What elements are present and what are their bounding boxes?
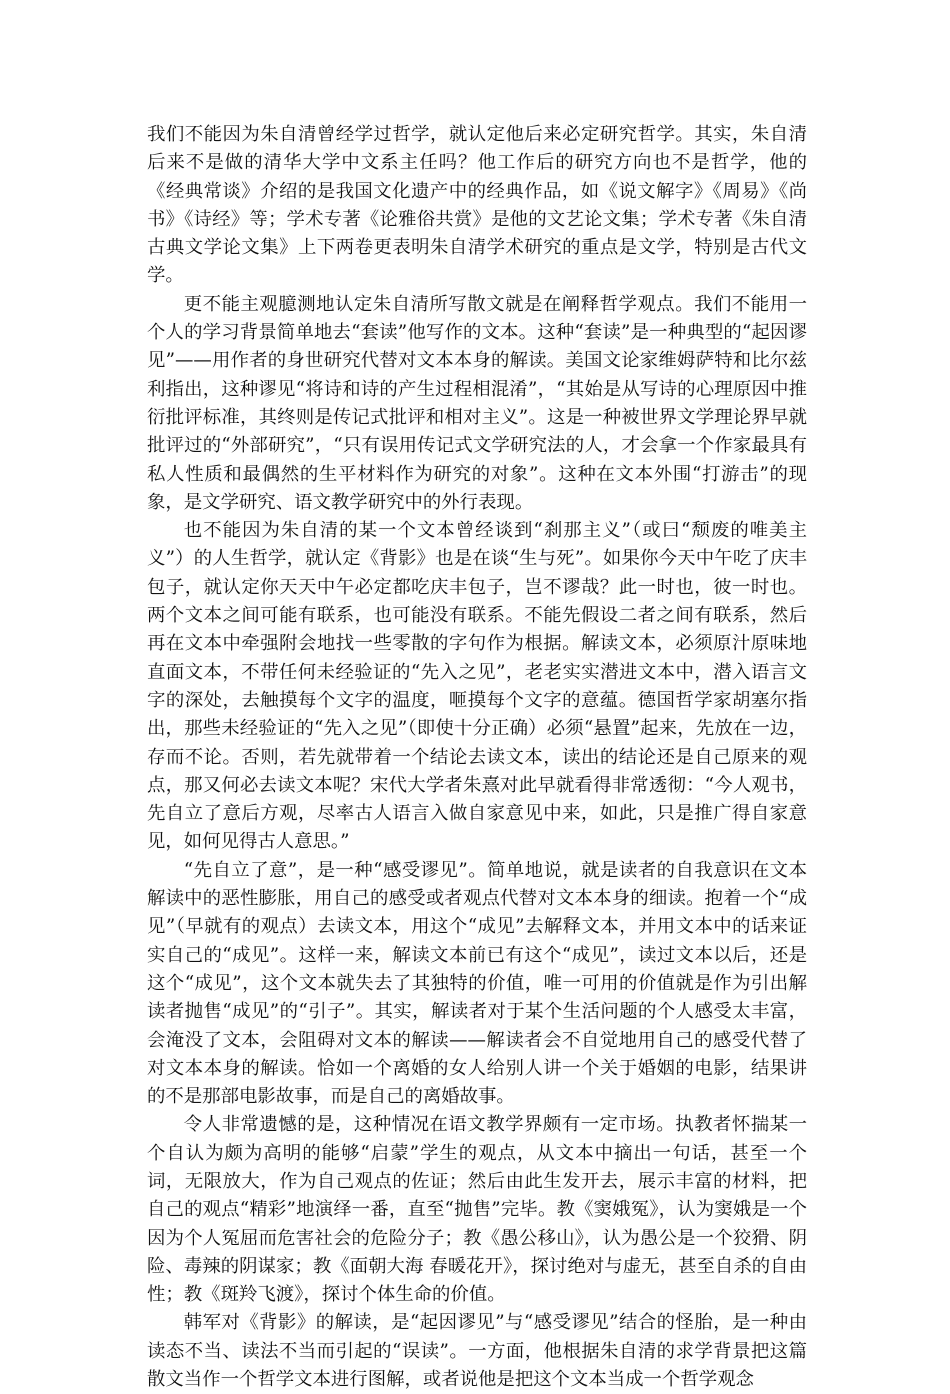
paragraph-3: 也不能因为朱自清的某一个文本曾经谈到“刹那主义”（或曰“颓废的唯美主义”）的人生哲学，就认定《背影》也是在谈“生与死”。如果你今天中午吃了庆丰包子，就认定你天天中午必定都吃庆丰包子，岂不谬哉？此一时也，彼一时也。两个文本之间可能有联系，也可能没有联系。不能先假设二者之间有联系，然后再在文本中牵强附会地找一些零散的字句作为根据。解读文本，必须原汁原味地直面文本，不带任何未经验证的“先入之见”，老老实实潜进文本中，潜入语言文字的深处，去触摸每个文字的温度，咂摸每个文字的意蕴。德国哲学家胡塞尔指出，那些未经验证的“先入之见”（即使十分正确）必须“悬置”起来，先放在一边，存而不论。否则，若先就带着一个结论去读文本，读出的结论还是自己原来的观点，那又何必去读文本呢？宋代大学者朱熹对此早就看得非常透彻：“今人观书，先自立了意后方观，尽率古人语言入做自家意见中来，如此，只是推广得自家意见，如何见得古人意思。” xyxy=(147,520,807,853)
paragraph-5: 令人非常遗憾的是，这种情况在语文教学界颇有一定市场。执教者怀揣某一个自认为颇为高明的能够“启蒙”学生的观点，从文本中摘出一句话，甚至一个词，无限放大，作为自己观点的佐证；然后由此生发开去，展示丰富的材料，把自己的观点“精彩”地演绎一番，直至“抛售”完毕。教《窦娥冤》，认为窦娥是一个因为个人冤屈而危害社会的危险分子；教《愚公移山》，认为愚公是一个狡猾、阴险、毒辣的阴谋家；教《面朝大海 春暖花开》，探讨绝对与虚无，甚至自杀的自由性；教《斑羚飞渡》，探讨个体生命的价值。 xyxy=(147,1114,807,1306)
paragraph-1: 我们不能因为朱自清曾经学过哲学，就认定他后来必定研究哲学。其实，朱自清后来不是做的清华大学中文系主任吗？他工作后的研究方向也不是哲学，他的《经典常谈》介绍的是我国文化遗产中的经典作品，如《说文解字》《周易》《尚书》《诗经》等；学术专著《论雅俗共赏》是他的文艺论文集；学术专著《朱自清古典文学论文集》上下两卷更表明朱自清学术研究的重点是文学，特别是古代文学。 xyxy=(147,124,807,287)
paragraph-4: “先自立了意”，是一种“感受谬见”。简单地说，就是读者的自我意识在文本解读中的恶性膨胀，用自己的感受或者观点代替对文本本身的细读。抱着一个“成见”（早就有的观点）去读文本，用这个“成见”去解释文本，并用文本中的话来证实自己的“成见”。这样一来，解读文本前已有这个“成见”，读过文本以后，还是这个“成见”，这个文本就失去了其独特的价值，唯一可用的价值就是作为引出解读者抛售“成见”的“引子”。其实，解读者对于某个生活问题的个人感受太丰富，会淹没了文本，会阻碍对文本的解读——解读者会不自觉地用自己的感受代替了对文本本身的解读。恰如一个离婚的女人给别人讲一个关于婚姻的电影，结果讲的不是那部电影故事，而是自己的离婚故事。 xyxy=(147,859,807,1108)
paragraph-2: 更不能主观臆测地认定朱自清所写散文就是在阐释哲学观点。我们不能用一个人的学习背景简单地去“套读”他写作的文本。这种“套读”是一种典型的“起因谬见”——用作者的身世研究代替对文本本身的解读。美国文论家维姆萨特和比尔兹利指出，这种谬见“将诗和诗的产生过程相混淆”，“其始是从写诗的心理原因中推衍批评标准，其终则是传记式批评和相对主义”。这是一种被世界文学理论界早就批评过的“外部研究”，“只有误用传记式文学研究法的人，才会拿一个作家最具有私人性质和最偶然的生平材料作为研究的对象”。这种在文本外围“打游击”的现象，是文学研究、语文教学研究中的外行表现。 xyxy=(147,293,807,513)
paragraph-6: 韩军对《背影》的解读，是“起因谬见”与“感受谬见”结合的怪胎，是一种由读态不当、读法不当而引起的“误读”。一方面，他根据朱自清的求学背景把这篇散文当作一个哲学文本进行图解，或者说他是把这个文本当成一个哲学观念 xyxy=(147,1312,807,1391)
article-body xyxy=(147,121,807,1394)
